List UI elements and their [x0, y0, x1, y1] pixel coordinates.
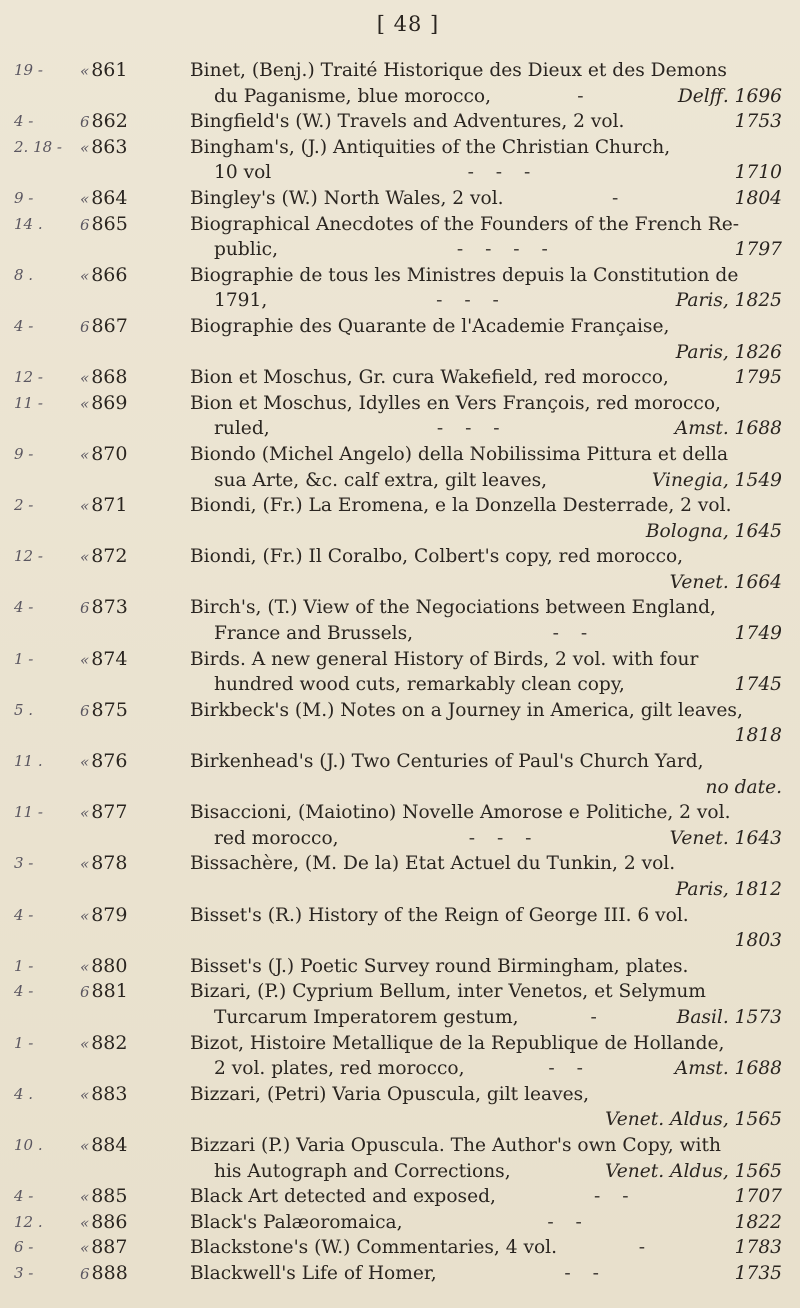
dash-leader: - -: [547, 1211, 590, 1233]
lot-number: [80, 1261, 188, 1288]
lot-tick-mark: «: [80, 957, 90, 976]
entry-line: [190, 493, 782, 519]
lot-number-value: 881: [91, 980, 128, 1003]
lot-tick-mark: «: [80, 548, 90, 567]
imprint-date: 1795: [734, 367, 782, 389]
catalogue-entry: [0, 263, 800, 314]
entry-line: [190, 928, 782, 954]
lot-number: [80, 109, 188, 136]
catalogue-entry: [0, 109, 800, 135]
entry-description: [190, 263, 782, 314]
catalogue-entry: [0, 903, 800, 954]
entry-line: [190, 1159, 782, 1185]
entry-line: [190, 340, 782, 366]
lot-tick-mark: «: [80, 906, 90, 925]
catalogue-entry: [0, 1031, 800, 1082]
lot-tick-mark: «: [80, 189, 90, 208]
price-margin-note: 4 -: [14, 1187, 34, 1206]
entry-title-text: Birch's, (T.) View of the Negociations between England,: [190, 597, 716, 619]
entry-line: [190, 1133, 782, 1159]
catalogue-entry: [0, 749, 800, 800]
lot-tick-mark: 6: [80, 599, 90, 618]
lot-tick-mark: «: [80, 445, 90, 464]
entry-line: [190, 979, 782, 1005]
dash-leader: - - -: [468, 827, 540, 849]
entry-description: [190, 186, 782, 212]
entry-line: [190, 1107, 782, 1133]
lot-number-value: 873: [91, 596, 128, 619]
lot-tick-mark: 6: [80, 701, 90, 720]
lot-tick-mark: «: [80, 369, 90, 388]
catalogue-entry: [0, 1184, 800, 1210]
lot-number: [80, 544, 188, 571]
price-margin-note: 19 -: [14, 61, 43, 79]
entry-line: [190, 186, 782, 212]
lot-number-value: 862: [91, 110, 128, 133]
dash-leader: - - -: [467, 162, 539, 184]
entry-description: [190, 442, 782, 493]
entry-line: [190, 288, 782, 314]
page-number: [ 48 ]: [376, 12, 440, 36]
lot-tick-mark: 6: [80, 983, 90, 1002]
imprint-date: 1749: [734, 623, 782, 645]
entry-description: [190, 1261, 782, 1287]
catalogue-entry: [0, 365, 800, 391]
entry-description: [190, 135, 782, 186]
entry-line: [190, 468, 782, 494]
price-margin-note: 4 -: [14, 598, 34, 617]
price-margin-note: 12 -: [14, 368, 43, 387]
entry-line: [190, 544, 782, 570]
entry-line: [190, 800, 782, 826]
imprint-date: Paris, 1825: [675, 290, 782, 312]
entry-description: [190, 544, 782, 595]
lot-number-value: 880: [91, 954, 128, 977]
lot-number: [80, 749, 188, 776]
entry-title-text: Birkbeck's (M.) Notes on a Journey in America, gilt leaves,: [190, 699, 743, 721]
entry-title-text: his Autograph and Corrections,: [214, 1160, 511, 1182]
entry-line: [190, 1184, 782, 1210]
lot-number: [80, 851, 188, 878]
lot-number-value: 866: [91, 263, 128, 286]
dash-leader: -: [590, 1006, 605, 1028]
catalogue-entry: [0, 647, 800, 698]
imprint-date: Basil. 1573: [676, 1006, 782, 1028]
lot-tick-mark: «: [80, 1188, 90, 1207]
price-margin-note: 9 -: [14, 444, 34, 463]
price-margin-note: 11 -: [14, 803, 43, 822]
catalogue-entry: [0, 544, 800, 595]
catalogue-entry: [0, 851, 800, 902]
lot-number-value: 876: [91, 750, 128, 773]
price-margin-note: 4 .: [14, 1084, 34, 1103]
lot-tick-mark: «: [80, 266, 90, 285]
imprint-date: Paris, 1812: [675, 879, 782, 900]
lot-number: [80, 903, 188, 930]
entry-line: [190, 749, 782, 775]
lot-number: [80, 442, 188, 469]
entry-line: [190, 519, 782, 545]
catalogue-entry: [0, 979, 800, 1030]
lot-number: [80, 263, 188, 290]
entry-description: [190, 749, 782, 800]
lot-number: [80, 1031, 188, 1058]
entry-title-text: Bizari, (P.) Cyprium Bellum, inter Venetos, et Selymum: [190, 981, 706, 1003]
entry-title-text: Biographie des Quarante de l'Academie Française,: [190, 315, 670, 337]
entry-title-text: Binet, (Benj.) Traité Historique des Dieux et des Demons: [190, 60, 727, 81]
entry-title-text: Bissachère, (M. De la) Etat Actuel du Tunkin, 2 vol.: [190, 853, 676, 875]
price-margin-note: 12 -: [14, 547, 43, 566]
entry-line: [190, 698, 782, 724]
dash-leader: -: [577, 85, 592, 107]
entry-title-text: Bingley's (W.) North Wales, 2 vol.: [190, 187, 504, 209]
price-margin-note: 3 -: [14, 854, 34, 873]
entry-line: [190, 135, 782, 161]
catalogue-entry: [0, 493, 800, 544]
entry-title-text: Biondi, (Fr.) Il Coralbo, Colbert's copy, red morocco,: [190, 546, 684, 568]
entry-title-text: ruled,: [214, 418, 270, 440]
entry-title-text: Biondi, (Fr.) La Eromena, e la Donzella Desterrade, 2 vol.: [190, 495, 732, 517]
entry-title-text: Birkenhead's (J.) Two Centuries of Paul's Church Yard,: [190, 751, 704, 773]
lot-tick-mark: «: [80, 804, 90, 823]
lot-number-value: 879: [91, 903, 128, 926]
lot-number-value: 864: [91, 186, 128, 209]
price-margin-note: 8 .: [14, 265, 34, 284]
price-margin-note: 9 -: [14, 188, 34, 207]
entry-description: [190, 1133, 782, 1184]
lot-tick-mark: «: [80, 855, 90, 874]
entry-line: [190, 237, 782, 263]
lot-number-value: 871: [91, 494, 128, 517]
lot-number-value: 877: [91, 801, 128, 824]
dash-leader: - -: [564, 1262, 607, 1284]
entry-title-text: Bion et Moschus, Idylles en Vers François, red morocco,: [190, 392, 721, 414]
dash-leader: - - -: [436, 418, 508, 440]
entry-line: [190, 365, 782, 391]
lot-number: [80, 1210, 188, 1237]
entry-title-text: red morocco,: [214, 827, 339, 849]
catalogue-entry: [0, 1082, 800, 1133]
price-margin-note: 1 -: [14, 649, 34, 668]
price-margin-note: 2 -: [14, 496, 34, 515]
lot-tick-mark: «: [80, 1085, 90, 1104]
entry-description: [190, 851, 782, 902]
entry-title-text: 1791,: [214, 290, 268, 312]
lot-number: [80, 647, 188, 674]
lot-number-value: 865: [91, 212, 128, 235]
entry-title-text: 2 vol. plates, red morocco,: [214, 1058, 465, 1080]
lot-number-value: 886: [91, 1210, 128, 1233]
catalogue-entry: [0, 1261, 800, 1287]
entry-title-text: Bion et Moschus, Gr. cura Wakefield, red morocco,: [190, 367, 669, 389]
price-margin-note: 10 .: [14, 1135, 43, 1154]
entry-description: [190, 903, 782, 954]
lot-number-value: 884: [91, 1133, 128, 1156]
lot-tick-mark: 6: [80, 1264, 90, 1283]
entry-title-text: public,: [214, 239, 278, 261]
imprint-date: Vinegia, 1549: [651, 469, 782, 491]
lot-number: [80, 186, 188, 213]
entry-description: [190, 391, 782, 442]
catalogue-entry: [0, 595, 800, 646]
entry-line: [190, 647, 782, 673]
lot-tick-mark: 6: [80, 113, 90, 132]
entry-description: [190, 595, 782, 646]
imprint-date: 1822: [734, 1211, 782, 1233]
entry-line: [190, 954, 782, 980]
price-margin-note: 4 -: [14, 982, 34, 1001]
imprint-date: Paris, 1826: [675, 341, 782, 363]
entry-title-text: Bingfield's (W.) Travels and Adventures, 2 vol.: [190, 111, 625, 133]
imprint-date: 1745: [734, 674, 782, 696]
entry-line: [190, 621, 782, 647]
imprint-date: 1707: [734, 1186, 782, 1208]
entry-title-text: du Paganisme, blue morocco,: [214, 85, 492, 107]
entry-line: [190, 775, 782, 801]
lot-tick-mark: «: [80, 753, 90, 772]
entry-title-text: Biographical Anecdotes of the Founders of the French Re-: [190, 213, 740, 235]
entry-title-text: hundred wood cuts, remarkably clean copy,: [214, 674, 625, 696]
lot-tick-mark: «: [80, 1136, 90, 1155]
entry-description: [190, 800, 782, 851]
lot-tick-mark: «: [80, 1034, 90, 1053]
catalogue-entry: [0, 58, 800, 109]
dash-leader: -: [611, 187, 627, 209]
entry-description: [190, 365, 782, 391]
entry-line: [190, 826, 782, 852]
lot-number: [80, 212, 188, 239]
entry-line: [190, 442, 782, 468]
lot-number: [80, 1184, 188, 1211]
price-margin-note: 14 .: [14, 214, 43, 233]
lot-number: [80, 595, 188, 622]
entry-line: [190, 416, 782, 442]
lot-number: [80, 391, 188, 418]
entry-description: [190, 212, 782, 263]
lot-tick-mark: «: [80, 1239, 90, 1258]
entry-description: [190, 58, 782, 109]
catalogue-entry: [0, 954, 800, 980]
imprint-date: 1803: [734, 930, 782, 952]
entry-line: [190, 595, 782, 621]
entry-title-text: Bizzari (P.) Varia Opuscula. The Author's own Copy, with: [190, 1134, 721, 1156]
price-margin-note: 4 -: [14, 905, 34, 924]
lot-number: [80, 800, 188, 827]
entry-description: [190, 979, 782, 1030]
entry-description: [190, 647, 782, 698]
imprint-date: 1804: [734, 187, 782, 209]
entry-description: [190, 1235, 782, 1261]
lot-tick-mark: «: [80, 1213, 90, 1232]
dash-leader: - -: [548, 1058, 591, 1080]
imprint-date: Venet. Aldus, 1565: [605, 1109, 782, 1131]
entry-line: [190, 1235, 782, 1261]
lot-tick-mark: «: [80, 138, 90, 157]
catalogue-entry: [0, 1235, 800, 1261]
entry-line: [190, 58, 782, 84]
lot-number-value: 874: [91, 647, 128, 670]
lot-number-value: 887: [91, 1236, 128, 1259]
entry-title-text: Biographie de tous les Ministres depuis la Constitution de: [190, 264, 739, 286]
imprint-date: 1753: [734, 111, 782, 133]
lot-number-value: 870: [91, 442, 128, 465]
lot-number-value: 882: [91, 1031, 128, 1054]
price-margin-note: 4 -: [14, 112, 34, 131]
entry-line: [190, 570, 782, 596]
lot-number: [80, 135, 188, 162]
imprint-date: Venet. Aldus, 1565: [605, 1160, 782, 1182]
lot-number-value: 883: [91, 1082, 128, 1105]
lot-number: [80, 365, 188, 392]
entry-description: [190, 954, 782, 980]
lot-tick-mark: «: [80, 650, 90, 669]
imprint-date: 1818: [734, 725, 782, 747]
entry-line: [190, 212, 782, 238]
lot-tick-mark: 6: [80, 317, 90, 336]
lot-tick-mark: «: [80, 497, 90, 516]
lot-tick-mark: «: [80, 62, 90, 80]
entry-title-text: Birds. A new general History of Birds, 2 vol. with four: [190, 648, 699, 670]
lot-number: [80, 58, 188, 85]
imprint-date: 1783: [734, 1237, 782, 1259]
entry-line: [190, 1031, 782, 1057]
price-margin-note: 5 .: [14, 700, 34, 719]
price-margin-note: 1 -: [14, 1033, 34, 1052]
entry-line: [190, 851, 782, 877]
dash-leader: - -: [552, 623, 596, 645]
imprint-date: Amst. 1688: [674, 1058, 782, 1080]
lot-number: [80, 493, 188, 520]
catalogue-entry: [0, 391, 800, 442]
imprint-date: Bologna, 1645: [645, 520, 782, 542]
lot-tick-mark: 6: [80, 215, 90, 234]
entry-title-text: Turcarum Imperatorem gestum,: [214, 1006, 519, 1028]
entry-description: [190, 109, 782, 135]
entry-line: [190, 1056, 782, 1082]
entry-line: [190, 1082, 782, 1108]
entry-line: [190, 1210, 782, 1236]
price-margin-note: 11 .: [14, 752, 43, 771]
entry-title-text: France and Brussels,: [214, 623, 414, 645]
catalogue-entry: [0, 186, 800, 212]
entry-title-text: Black's Palæoromaica,: [190, 1211, 403, 1233]
entry-description: [190, 1210, 782, 1236]
entry-line: [190, 877, 782, 903]
entry-title-text: Bisset's (J.) Poetic Survey round Birmingham, plates.: [190, 955, 689, 977]
lot-number-value: 875: [91, 698, 128, 721]
lot-number: [80, 1235, 188, 1262]
imprint-date: Venet. 1664: [669, 571, 782, 593]
catalogue-entry: [0, 800, 800, 851]
catalogue-entry: [0, 135, 800, 186]
lot-tick-mark: «: [80, 394, 90, 413]
entry-line: [190, 672, 782, 698]
imprint-date: Delff. 1696: [677, 85, 782, 107]
lot-number: [80, 1082, 188, 1109]
lot-number-value: 863: [91, 135, 128, 158]
entry-title-text: 10 vol: [214, 162, 272, 184]
lot-number-value: 885: [91, 1185, 128, 1208]
lot-number-value: 867: [91, 314, 128, 337]
entry-description: [190, 493, 782, 544]
entry-title-text: Blackwell's Life of Homer,: [190, 1262, 437, 1284]
imprint-date: no date.: [705, 776, 782, 798]
imprint-date: 1797: [734, 239, 782, 261]
entry-description: [190, 314, 782, 365]
entry-line: [190, 1261, 782, 1287]
catalogue-entry: [0, 212, 800, 263]
dash-leader: - -: [594, 1186, 637, 1208]
price-margin-note: 6 -: [14, 1238, 34, 1257]
price-margin-note: 3 -: [14, 1263, 34, 1282]
imprint-date: Amst. 1688: [674, 418, 782, 440]
catalogue-entry: [0, 1210, 800, 1236]
lot-number-value: 869: [91, 391, 128, 414]
lot-number: [80, 979, 188, 1006]
price-margin-note: 11 -: [14, 393, 43, 412]
lot-number-value: 888: [91, 1261, 128, 1284]
entry-title-text: Blackstone's (W.) Commentaries, 4 vol.: [190, 1237, 558, 1259]
imprint-date: Venet. 1643: [669, 827, 782, 849]
lot-number: [80, 314, 188, 341]
entry-line: [190, 1005, 782, 1031]
entry-title-text: Black Art detected and exposed,: [190, 1186, 496, 1208]
imprint-date: 1735: [734, 1262, 782, 1284]
entry-line: [190, 263, 782, 289]
dash-leader: - - -: [436, 290, 507, 312]
lot-number: [80, 1133, 188, 1160]
imprint-date: 1710: [734, 162, 782, 184]
price-margin-note: 1 -: [14, 956, 34, 975]
lot-number-value: 878: [91, 852, 128, 875]
entry-line: [190, 723, 782, 749]
dash-leader: -: [638, 1237, 653, 1259]
price-margin-note: 4 -: [14, 316, 34, 335]
entry-title-text: Bingham's, (J.) Antiquities of the Christian Church,: [190, 136, 671, 158]
lot-number-value: 861: [91, 59, 128, 81]
lot-number-value: 868: [91, 366, 128, 389]
catalogue-entries: [0, 58, 800, 1287]
entry-title-text: Biondo (Michel Angelo) della Nobilissima Pittura et della: [190, 443, 729, 465]
price-margin-note: 12 .: [14, 1212, 43, 1231]
entry-title-text: Bisset's (R.) History of the Reign of George III. 6 vol.: [190, 904, 689, 926]
entry-line: [190, 160, 782, 186]
entry-description: [190, 698, 782, 749]
entry-line: [190, 84, 782, 110]
catalogue-entry: [0, 442, 800, 493]
entry-line: [190, 903, 782, 929]
entry-line: [190, 391, 782, 417]
entry-title-text: Bizot, Histoire Metallique de la Republique de Hollande,: [190, 1032, 725, 1054]
lot-number-value: 872: [91, 545, 128, 568]
catalogue-entry: [0, 698, 800, 749]
entry-title-text: Bizzari, (Petri) Varia Opuscula, gilt leaves,: [190, 1083, 590, 1105]
entry-line: [190, 109, 782, 135]
lot-number: [80, 954, 188, 981]
entry-title-text: Bisaccioni, (Maiotino) Novelle Amorose e Politiche, 2 vol.: [190, 802, 731, 824]
catalogue-entry: [0, 314, 800, 365]
lot-number: [80, 698, 188, 725]
dash-leader: - - - -: [456, 239, 556, 261]
catalogue-entry: [0, 1133, 800, 1184]
price-margin-note: 2. 18 -: [14, 137, 63, 156]
entry-description: [190, 1031, 782, 1082]
entry-description: [190, 1184, 782, 1210]
entry-title-text: sua Arte, &c. calf extra, gilt leaves,: [214, 469, 548, 491]
entry-line: [190, 314, 782, 340]
entry-description: [190, 1082, 782, 1133]
